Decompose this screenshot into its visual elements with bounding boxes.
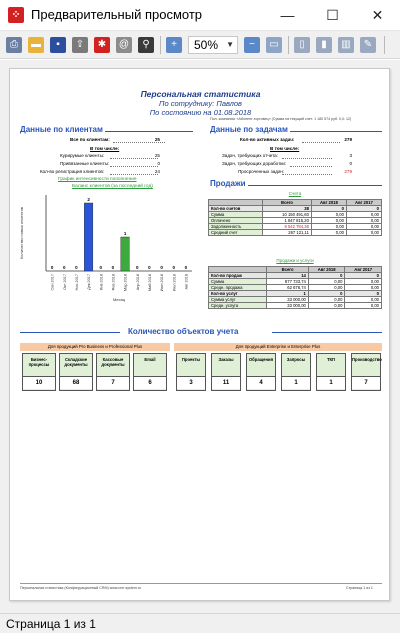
footer-divider (20, 583, 382, 584)
table-header: Авг 2017 (345, 267, 382, 273)
count-value: 3 (177, 376, 205, 389)
table-cell: 0,00 (345, 297, 382, 303)
two-pages-icon[interactable]: ▮ (316, 37, 332, 53)
save-icon[interactable]: ▪ (50, 37, 66, 53)
dot-leader (302, 142, 340, 143)
table-cell: Средн. услуга (209, 303, 267, 309)
table-cell: 0,00 (346, 230, 381, 236)
table-cell: 38 (263, 206, 312, 212)
data-label: 0 (50, 265, 54, 270)
table-cell: 0,00 (346, 218, 381, 224)
data-label: 0 (62, 265, 66, 270)
table-cell: Кол-во услуг (209, 291, 267, 297)
chevron-down-icon: ▼ (226, 40, 234, 49)
count-value: 10 (23, 376, 55, 389)
x-tick-label: Мар 2018 (123, 274, 128, 291)
count-value: 4 (247, 376, 275, 389)
table-cell: 0 (345, 291, 382, 297)
x-tick-label: Авг 2018 (184, 274, 189, 290)
table-cell: 0,00 (311, 230, 346, 236)
footer-left: Персональная статистика (Конфигурационный CRM) www.crm-system.ru (20, 586, 142, 590)
count-label: Бизнес-процессы (28, 357, 50, 367)
chart-title: График интенсивности пополнения (58, 177, 137, 182)
book-view-icon[interactable]: ▥ (338, 37, 354, 53)
count-card (133, 353, 167, 391)
count-value: 68 (60, 376, 92, 389)
x-tick-label: Июл 2018 (172, 274, 177, 292)
tasks-incl-label: В том числе: (270, 146, 300, 151)
table-cell: 0 (345, 273, 382, 279)
section-divider (248, 185, 382, 186)
table-header: Авг 2018 (308, 267, 345, 273)
table-cell: 0,00 (345, 279, 382, 285)
data-label: 0 (111, 265, 115, 270)
x-tick-label: Окт 2017 (62, 274, 67, 290)
x-tick-label: Янв 2018 (99, 274, 104, 291)
table-cell: 0,00 (311, 212, 346, 218)
email-icon[interactable]: @ (116, 37, 132, 53)
table-cell: 0 (346, 206, 381, 212)
table-row (209, 230, 382, 236)
table-cell: Сумма (209, 212, 263, 218)
dot-leader (282, 158, 332, 159)
clients-row-label: Привязанные клиенты: (60, 161, 110, 166)
table-cell: 0,00 (345, 303, 382, 309)
table-cell: 33 000,00 (267, 303, 309, 309)
table-cell: 14 (267, 273, 309, 279)
data-label: 0 (99, 265, 103, 270)
table-cell: Оплачено (209, 218, 263, 224)
count-card (22, 353, 56, 391)
y-axis-label: Количество новых клиентов (19, 206, 24, 260)
count-card (316, 353, 346, 391)
zoom-in-icon[interactable]: + (166, 37, 182, 53)
count-value: 7 (97, 376, 129, 389)
x-tick-label: Дек 2017 (87, 274, 92, 290)
bar-chart (14, 189, 199, 309)
count-label: Проекты (181, 357, 201, 362)
data-label: 1 (123, 231, 127, 236)
edit-icon[interactable]: ✎ (360, 37, 376, 53)
count-label: Email (144, 357, 156, 362)
dot-leader (282, 174, 332, 175)
tasks-total-value: 279 (344, 137, 352, 142)
status-bar (0, 613, 400, 633)
clients-section-title: Данные по клиентам (20, 125, 103, 134)
table-header: Авг 2017 (346, 200, 381, 206)
report-meta: Пол. компания: «Абонент-торговец» (Сумма на текущий счет: 1 180 574 руб. 0,0: 12) (210, 117, 352, 121)
footer-page: Страница 1 из 1 (346, 586, 373, 590)
table-cell: Средн. продажа (209, 285, 267, 291)
table-row (209, 303, 382, 309)
group-label-enterprise: Для продукций Enterprise и Enterprise Plus (174, 343, 382, 351)
table-cell: Средний счет (209, 230, 263, 236)
export-icon[interactable]: ⇪ (72, 37, 88, 53)
report-title: Персональная статистика (140, 89, 261, 99)
report-page (9, 68, 390, 601)
table-cell: 0,00 (346, 212, 381, 218)
count-value: 1 (317, 376, 345, 389)
products-caption: Продажи и услуги (276, 258, 314, 263)
toolbar-separator (160, 36, 161, 54)
count-value: 11 (212, 376, 240, 389)
clients-row-value: 24 (154, 169, 160, 174)
tasks-row-value: 3 (349, 153, 352, 158)
tasks-total-label: Кол-во активных задач: (240, 137, 295, 142)
count-card (246, 353, 276, 391)
table-cell: 0 (311, 206, 346, 212)
clients-row-label: Кол-во регистрация клиентов: (40, 169, 105, 174)
dot-leader (113, 142, 165, 143)
table-cell: 0,00 (308, 303, 345, 309)
clients-total-label: Все по клиентам: (70, 137, 110, 142)
count-label: Складские документы (64, 357, 88, 367)
tasks-section-title: Данные по задачам (210, 125, 288, 134)
table-header: Всего (267, 267, 309, 273)
table-cell: 8 542 784,36 (263, 224, 312, 230)
table-cell: 0,00 (346, 224, 381, 230)
count-label: Обращения (248, 357, 274, 362)
count-card (211, 353, 241, 391)
tasks-row-label: Просроченных задач: (238, 169, 285, 174)
report-date: По состоянию на 01.08.2018 (149, 108, 252, 117)
maximize-button[interactable]: ☐ (326, 7, 339, 23)
section-divider (20, 332, 120, 333)
x-tick-label: Апр 2018 (135, 274, 140, 291)
table-cell: 62 676,74 (267, 285, 309, 291)
group-label-pro: Для продукций Pro Business и Professional Plus (20, 343, 170, 351)
preview-canvas[interactable] (0, 60, 400, 613)
count-label: Заказы (218, 357, 234, 362)
data-label: 0 (135, 265, 139, 270)
table-cell: 877 733,74 (267, 279, 309, 285)
single-page-icon[interactable]: ▯ (294, 37, 310, 53)
count-label: Производство (352, 357, 382, 362)
count-value: 1 (282, 376, 310, 389)
count-value: 6 (134, 376, 166, 389)
open-folder-icon[interactable]: ▬ (28, 37, 44, 53)
data-label: 0 (184, 265, 188, 270)
x-tick-label: Июн 2018 (160, 274, 165, 292)
bar (84, 203, 93, 271)
table-cell: 1 847 815,20 (263, 218, 312, 224)
count-label: Запросы (286, 357, 306, 362)
table-cell: 33 000,00 (267, 297, 309, 303)
title-bar (0, 0, 400, 31)
table-cell: Сумма (209, 279, 267, 285)
accounts-caption: Счета (288, 191, 302, 196)
window-title: Предварительный просмотр (31, 7, 203, 22)
dot-leader (110, 166, 158, 167)
dot-leader (110, 174, 158, 175)
table-cell: Кол-во продаж (209, 273, 267, 279)
count-card (59, 353, 93, 391)
chart-subtitle: Баланс клиентов (за последний год) (72, 184, 153, 189)
dot-leader (110, 158, 158, 159)
table-cell: 0,00 (311, 218, 346, 224)
section-divider (290, 131, 382, 132)
table-cell: 1 (267, 291, 309, 297)
close-button[interactable]: ✕ (371, 7, 384, 23)
report-subtitle: По сотруднику: Павлов (159, 99, 242, 108)
bar (121, 237, 130, 271)
toolbar-separator (288, 36, 289, 54)
toolbar-separator (384, 36, 385, 54)
table-cell: Сумма услуг (209, 297, 267, 303)
sales-section-title: Продажи (210, 179, 246, 188)
table-cell: 0,00 (345, 285, 382, 291)
count-card (96, 353, 130, 391)
table-cell: 0,00 (311, 224, 346, 230)
count-card (351, 353, 381, 391)
app-icon: ⁘ (8, 7, 24, 23)
table-cell: 0,00 (308, 285, 345, 291)
x-tick-label: Сен 2017 (50, 274, 55, 291)
zoom-select[interactable] (188, 36, 238, 54)
find-icon[interactable]: ⚲ (138, 37, 154, 53)
pdf-icon[interactable]: ✱ (94, 37, 110, 53)
clients-row-value: 25 (154, 153, 160, 158)
table-cell: 267 121,11 (263, 230, 312, 236)
data-label: 0 (172, 265, 176, 270)
data-label: 0 (75, 265, 78, 270)
table-cell: Кол-во счетов (209, 206, 263, 212)
table-cell: Задолженность (209, 224, 263, 230)
table-header: Авг 2018 (311, 200, 346, 206)
dot-leader (290, 166, 332, 167)
table-cell: 0 (308, 291, 345, 297)
products-table (208, 266, 382, 309)
data-label: 0 (160, 265, 163, 270)
table-cell: 0,00 (308, 279, 345, 285)
data-label: 2 (87, 197, 90, 202)
clients-total-value: 25 (154, 137, 160, 142)
minimize-button[interactable]: — (280, 7, 295, 23)
tasks-row-value: 0 (349, 161, 352, 166)
clients-incl-label: В том числе: (90, 146, 120, 151)
count-value: 7 (352, 376, 380, 389)
tasks-row-label: Задач, требующих отчета: (222, 153, 278, 158)
table-cell: 0,00 (308, 297, 345, 303)
table-header: Всего (263, 200, 312, 206)
print-icon[interactable]: ⎙ (6, 37, 22, 53)
tasks-row-label: Задач, требующих доработки: (222, 161, 287, 166)
objects-section-title: Количество объектов учета (128, 327, 239, 336)
toolbar (0, 31, 400, 59)
page-indicator: Страница 1 из 1 (6, 617, 96, 631)
x-axis-label: Месяц (112, 297, 126, 302)
clients-row-value: 0 (157, 161, 160, 166)
x-tick-label: Фев 2018 (111, 274, 116, 291)
count-label: Кассовые документы (101, 357, 125, 367)
count-card (281, 353, 311, 391)
table-cell: 0 (308, 273, 345, 279)
x-tick-label: Май 2018 (147, 274, 152, 291)
count-label: ТКП (326, 357, 336, 362)
section-divider (105, 131, 193, 132)
count-card (176, 353, 206, 391)
clients-row-label: Курирумые клиенты: (60, 153, 105, 158)
zoom-out-icon[interactable]: − (244, 37, 260, 53)
x-tick-label: Ноя 2017 (74, 274, 79, 291)
zoom-value: 50% (194, 38, 219, 52)
table-cell: 10 150 491,60 (263, 212, 312, 218)
section-divider (272, 332, 382, 333)
accounts-table (208, 199, 382, 236)
tasks-row-value: 279 (344, 169, 352, 174)
page-width-icon[interactable]: ▭ (266, 37, 282, 53)
data-label: 0 (148, 265, 151, 270)
